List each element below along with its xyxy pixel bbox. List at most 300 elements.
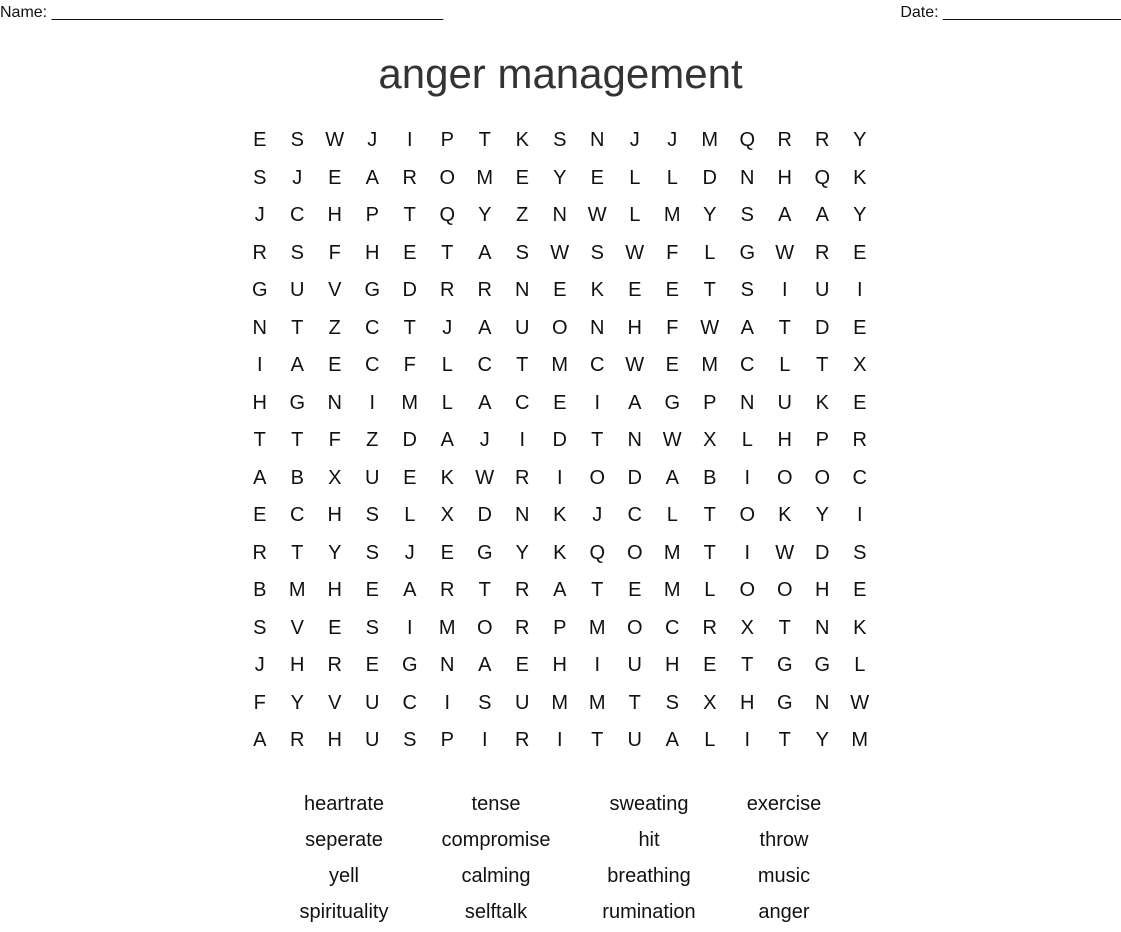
grid-letter: S: [365, 541, 379, 564]
grid-letter: H: [777, 166, 792, 189]
grid-letter: Y: [815, 504, 829, 527]
word-list-item: selftalk: [464, 900, 528, 923]
grid-letter: Y: [515, 541, 529, 564]
grid-letter: N: [440, 654, 455, 677]
grid-letter: O: [776, 579, 793, 602]
word-list: [268, 786, 842, 930]
grid-letter: J: [442, 316, 453, 339]
grid-letter: X: [703, 429, 717, 452]
word-list-item: rumination: [602, 900, 696, 923]
grid-letter: T: [591, 579, 604, 602]
grid-letter: E: [628, 279, 642, 302]
grid-letter: C: [852, 466, 867, 489]
grid-letter: T: [516, 354, 529, 377]
grid-letter: P: [815, 429, 829, 452]
grid-letter: Q: [739, 129, 756, 152]
grid-letter: A: [478, 654, 492, 677]
grid-letter: R: [515, 616, 530, 639]
grid-letter: A: [778, 204, 792, 227]
grid-letter: D: [702, 166, 717, 189]
word-list-item: hit: [638, 828, 660, 851]
grid-letter: R: [440, 579, 455, 602]
grid-letter: I: [856, 504, 863, 527]
grid-letter: W: [775, 241, 795, 264]
grid-letter: C: [365, 316, 380, 339]
grid-letter: T: [703, 504, 716, 527]
grid-letter: E: [403, 466, 417, 489]
grid-letter: R: [327, 654, 342, 677]
grid-letter: N: [590, 129, 605, 152]
grid-letter: A: [403, 579, 417, 602]
grid-letter: U: [627, 729, 642, 752]
grid-letter: H: [627, 316, 642, 339]
grid-letter: M: [701, 354, 719, 377]
grid-letter: E: [553, 391, 567, 414]
grid-letter: E: [515, 654, 529, 677]
grid-letter: Z: [366, 429, 379, 452]
grid-letter: F: [666, 241, 679, 264]
grid-letter: G: [814, 654, 831, 677]
grid-letter: W: [475, 466, 495, 489]
grid-letter: M: [701, 129, 719, 152]
grid-letter: M: [551, 691, 569, 714]
grid-letter: W: [625, 354, 645, 377]
grid-letter: C: [515, 391, 530, 414]
grid-letter: L: [666, 166, 678, 189]
grid-letter: N: [515, 504, 530, 527]
grid-letter: L: [441, 354, 453, 377]
grid-letter: U: [515, 316, 530, 339]
grid-letter: H: [327, 579, 342, 602]
grid-letter: L: [629, 166, 641, 189]
grid-letter: M: [663, 204, 681, 227]
grid-letter: D: [402, 429, 417, 452]
grid-letter: W: [587, 204, 607, 227]
grid-letter: D: [477, 504, 492, 527]
grid-letter: T: [703, 279, 716, 302]
grid-letter: D: [815, 316, 830, 339]
grid-letter: S: [665, 691, 679, 714]
grid-letter: E: [403, 241, 417, 264]
grid-letter: G: [364, 279, 381, 302]
grid-letter: Y: [478, 204, 492, 227]
grid-letter: W: [775, 541, 795, 564]
grid-letter: L: [704, 579, 716, 602]
grid-letter: H: [327, 504, 342, 527]
grid-letter: A: [365, 166, 379, 189]
word-list-item: anger: [758, 900, 810, 923]
grid-letter: R: [515, 579, 530, 602]
grid-letter: S: [853, 541, 867, 564]
grid-letter: T: [291, 429, 304, 452]
grid-letter: Y: [853, 129, 867, 152]
grid-letter: D: [552, 429, 567, 452]
grid-letter: L: [741, 429, 753, 452]
grid-letter: F: [328, 241, 341, 264]
grid-letter: T: [703, 541, 716, 564]
grid-letter: R: [290, 729, 305, 752]
grid-letter: T: [591, 429, 604, 452]
grid-letter: I: [256, 354, 263, 377]
grid-letter: I: [481, 729, 488, 752]
grid-letter: I: [744, 466, 751, 489]
grid-letter: O: [589, 466, 606, 489]
grid-letter: T: [403, 316, 416, 339]
word-list-item: spirituality: [299, 900, 389, 923]
grid-letter: I: [744, 541, 751, 564]
grid-letter: R: [852, 429, 867, 452]
grid-letter: E: [853, 316, 867, 339]
grid-letter: R: [515, 729, 530, 752]
grid-letter: I: [856, 279, 863, 302]
grid-letter: E: [665, 354, 679, 377]
grid-letter: T: [403, 204, 416, 227]
grid-letter: O: [626, 541, 643, 564]
grid-letter: W: [700, 316, 720, 339]
grid-letter: O: [476, 616, 493, 639]
grid-letter: P: [365, 204, 379, 227]
grid-letter: M: [401, 391, 419, 414]
grid-letter: U: [627, 654, 642, 677]
grid-letter: N: [627, 429, 642, 452]
date-field-line: Date: ____________________: [900, 4, 1121, 21]
grid-letter: L: [441, 391, 453, 414]
grid-letter: E: [628, 579, 642, 602]
grid-letter: S: [553, 129, 567, 152]
grid-letter: C: [290, 504, 305, 527]
grid-letter: K: [440, 466, 454, 489]
grid-letter: Z: [516, 204, 529, 227]
grid-letter: T: [778, 316, 791, 339]
grid-letter: C: [740, 354, 755, 377]
grid-letter: M: [288, 579, 306, 602]
grid-letter: T: [478, 579, 491, 602]
grid-letter: R: [702, 616, 717, 639]
grid-letter: V: [328, 691, 342, 714]
grid-letter: L: [629, 204, 641, 227]
word-list-item: music: [757, 864, 811, 887]
grid-letter: N: [815, 691, 830, 714]
grid-letter: A: [253, 729, 267, 752]
grid-letter: S: [590, 241, 604, 264]
word-list-item: throw: [759, 828, 809, 851]
grid-letter: D: [402, 279, 417, 302]
grid-letter: M: [438, 616, 456, 639]
grid-letter: U: [815, 279, 830, 302]
grid-letter: A: [478, 241, 492, 264]
grid-letter: G: [664, 391, 681, 414]
grid-letter: J: [254, 654, 265, 677]
grid-letter: B: [703, 466, 717, 489]
grid-letter: L: [666, 504, 678, 527]
grid-letter: U: [365, 691, 380, 714]
grid-letter: W: [325, 129, 345, 152]
grid-letter: I: [781, 279, 788, 302]
grid-letter: H: [552, 654, 567, 677]
grid-letter: P: [440, 129, 454, 152]
grid-letter: M: [663, 579, 681, 602]
grid-letter: N: [515, 279, 530, 302]
grid-letter: E: [665, 279, 679, 302]
grid-letter: N: [590, 316, 605, 339]
grid-letter: O: [739, 579, 756, 602]
grid-letter: R: [815, 241, 830, 264]
grid-letter: R: [252, 241, 267, 264]
grid-letter: P: [553, 616, 567, 639]
grid-letter: S: [740, 279, 754, 302]
word-search-grid: [241, 122, 879, 760]
grid-letter: E: [553, 279, 567, 302]
grid-letter: K: [553, 504, 567, 527]
grid-letter: E: [328, 354, 342, 377]
grid-letter: C: [627, 504, 642, 527]
grid-letter: A: [478, 316, 492, 339]
grid-letter: T: [741, 654, 754, 677]
grid-letter: T: [816, 354, 829, 377]
grid-letter: L: [404, 504, 416, 527]
grid-letter: Y: [703, 204, 717, 227]
grid-letter: S: [515, 241, 529, 264]
grid-letter: X: [440, 504, 454, 527]
grid-letter: S: [365, 504, 379, 527]
grid-letter: D: [815, 541, 830, 564]
grid-letter: A: [628, 391, 642, 414]
grid-letter: E: [365, 579, 379, 602]
grid-letter: E: [365, 654, 379, 677]
grid-letter: Y: [853, 204, 867, 227]
grid-letter: J: [479, 429, 490, 452]
grid-letter: O: [626, 616, 643, 639]
grid-letter: X: [328, 466, 342, 489]
grid-letter: S: [365, 616, 379, 639]
grid-letter: Y: [290, 691, 304, 714]
grid-letter: R: [477, 279, 492, 302]
grid-letter: T: [778, 729, 791, 752]
grid-letter: I: [369, 391, 376, 414]
grid-letter: C: [290, 204, 305, 227]
grid-letter: R: [402, 166, 417, 189]
grid-letter: Z: [328, 316, 341, 339]
word-list-item: calming: [461, 864, 531, 887]
grid-letter: T: [291, 541, 304, 564]
grid-letter: G: [776, 654, 793, 677]
grid-letter: H: [777, 429, 792, 452]
grid-letter: W: [625, 241, 645, 264]
grid-letter: U: [365, 466, 380, 489]
grid-letter: G: [251, 279, 268, 302]
grid-letter: K: [590, 279, 604, 302]
grid-letter: O: [814, 466, 831, 489]
grid-letter: S: [478, 691, 492, 714]
grid-letter: C: [665, 616, 680, 639]
grid-letter: F: [666, 316, 679, 339]
grid-letter: H: [252, 391, 267, 414]
word-list-item: exercise: [746, 792, 822, 815]
grid-letter: N: [815, 616, 830, 639]
grid-letter: F: [253, 691, 266, 714]
grid-letter: M: [588, 616, 606, 639]
grid-letter: I: [406, 616, 413, 639]
grid-letter: X: [740, 616, 754, 639]
grid-letter: H: [327, 729, 342, 752]
grid-letter: S: [290, 241, 304, 264]
word-list-item: breathing: [607, 864, 691, 887]
grid-letter: H: [815, 579, 830, 602]
grid-letter: H: [365, 241, 380, 264]
grid-letter: D: [627, 466, 642, 489]
grid-letter: C: [402, 691, 417, 714]
grid-letter: T: [291, 316, 304, 339]
grid-letter: A: [290, 354, 304, 377]
grid-letter: K: [515, 129, 529, 152]
grid-letter: A: [253, 466, 267, 489]
grid-letter: L: [704, 729, 716, 752]
grid-letter: C: [365, 354, 380, 377]
grid-letter: J: [667, 129, 678, 152]
grid-letter: S: [253, 166, 267, 189]
grid-letter: E: [853, 391, 867, 414]
grid-letter: T: [591, 729, 604, 752]
grid-letter: R: [252, 541, 267, 564]
grid-letter: J: [367, 129, 378, 152]
grid-letter: K: [853, 616, 867, 639]
grid-letter: E: [515, 166, 529, 189]
grid-letter: T: [253, 429, 266, 452]
grid-letter: S: [740, 204, 754, 227]
grid-letter: C: [590, 354, 605, 377]
grid-letter: S: [290, 129, 304, 152]
grid-letter: A: [740, 316, 754, 339]
grid-letter: A: [815, 204, 829, 227]
word-list-item: compromise: [441, 828, 551, 851]
grid-letter: U: [777, 391, 792, 414]
word-list-item: seperate: [305, 828, 383, 851]
grid-letter: T: [478, 129, 491, 152]
grid-letter: N: [740, 166, 755, 189]
grid-letter: I: [519, 429, 526, 452]
grid-letter: I: [744, 729, 751, 752]
grid-letter: E: [703, 654, 717, 677]
grid-letter: S: [403, 729, 417, 752]
grid-letter: C: [477, 354, 492, 377]
grid-letter: W: [550, 241, 570, 264]
grid-letter: L: [854, 654, 866, 677]
grid-letter: J: [404, 541, 415, 564]
grid-letter: K: [778, 504, 792, 527]
grid-letter: V: [290, 616, 304, 639]
grid-letter: N: [740, 391, 755, 414]
grid-letter: E: [253, 504, 267, 527]
grid-letter: J: [592, 504, 603, 527]
grid-letter: I: [444, 691, 451, 714]
grid-letter: K: [553, 541, 567, 564]
grid-letter: U: [515, 691, 530, 714]
grid-letter: A: [478, 391, 492, 414]
grid-letter: A: [665, 466, 679, 489]
page-title: anger management: [378, 50, 743, 97]
grid-letter: M: [663, 541, 681, 564]
grid-letter: H: [740, 691, 755, 714]
grid-letter: O: [439, 166, 456, 189]
grid-letter: A: [440, 429, 454, 452]
grid-letter: G: [401, 654, 418, 677]
grid-letter: F: [328, 429, 341, 452]
word-list-item: heartrate: [303, 792, 385, 815]
word-list-item: sweating: [609, 792, 689, 815]
grid-letter: W: [850, 691, 870, 714]
grid-letter: E: [253, 129, 267, 152]
grid-letter: O: [739, 504, 756, 527]
grid-letter: E: [853, 579, 867, 602]
grid-letter: K: [853, 166, 867, 189]
grid-letter: G: [739, 241, 756, 264]
grid-letter: L: [779, 354, 791, 377]
grid-letter: U: [290, 279, 305, 302]
grid-letter: M: [551, 354, 569, 377]
grid-letter: Q: [439, 204, 456, 227]
grid-letter: N: [252, 316, 267, 339]
grid-letter: V: [328, 279, 342, 302]
grid-letter: H: [327, 204, 342, 227]
grid-letter: A: [553, 579, 567, 602]
grid-letter: F: [403, 354, 416, 377]
grid-letter: E: [440, 541, 454, 564]
grid-letter: P: [703, 391, 717, 414]
grid-letter: N: [552, 204, 567, 227]
grid-letter: R: [777, 129, 792, 152]
grid-letter: G: [289, 391, 306, 414]
grid-letter: Y: [815, 729, 829, 752]
grid-letter: A: [665, 729, 679, 752]
grid-letter: H: [290, 654, 305, 677]
grid-letter: T: [628, 691, 641, 714]
grid-letter: Y: [328, 541, 342, 564]
grid-letter: Q: [589, 541, 606, 564]
grid-letter: J: [292, 166, 303, 189]
grid-letter: S: [253, 616, 267, 639]
grid-letter: T: [778, 616, 791, 639]
grid-letter: E: [328, 166, 342, 189]
grid-letter: E: [328, 616, 342, 639]
grid-letter: E: [590, 166, 604, 189]
grid-letter: I: [594, 391, 601, 414]
name-field-line: Name: ____________________________________________: [0, 4, 444, 21]
grid-letter: G: [476, 541, 493, 564]
grid-letter: R: [515, 466, 530, 489]
grid-letter: T: [441, 241, 454, 264]
word-list-item: tense: [471, 792, 521, 815]
grid-letter: O: [551, 316, 568, 339]
grid-letter: M: [476, 166, 494, 189]
grid-letter: Y: [553, 166, 567, 189]
grid-letter: I: [406, 129, 413, 152]
grid-letter: H: [665, 654, 680, 677]
grid-letter: M: [588, 691, 606, 714]
grid-letter: K: [815, 391, 829, 414]
grid-letter: O: [776, 466, 793, 489]
grid-letter: M: [851, 729, 869, 752]
grid-letter: I: [556, 729, 563, 752]
grid-letter: I: [594, 654, 601, 677]
grid-letter: R: [815, 129, 830, 152]
grid-letter: X: [703, 691, 717, 714]
grid-letter: U: [365, 729, 380, 752]
grid-letter: G: [776, 691, 793, 714]
grid-letter: W: [662, 429, 682, 452]
grid-letter: J: [254, 204, 265, 227]
grid-letter: Q: [814, 166, 831, 189]
grid-letter: E: [853, 241, 867, 264]
